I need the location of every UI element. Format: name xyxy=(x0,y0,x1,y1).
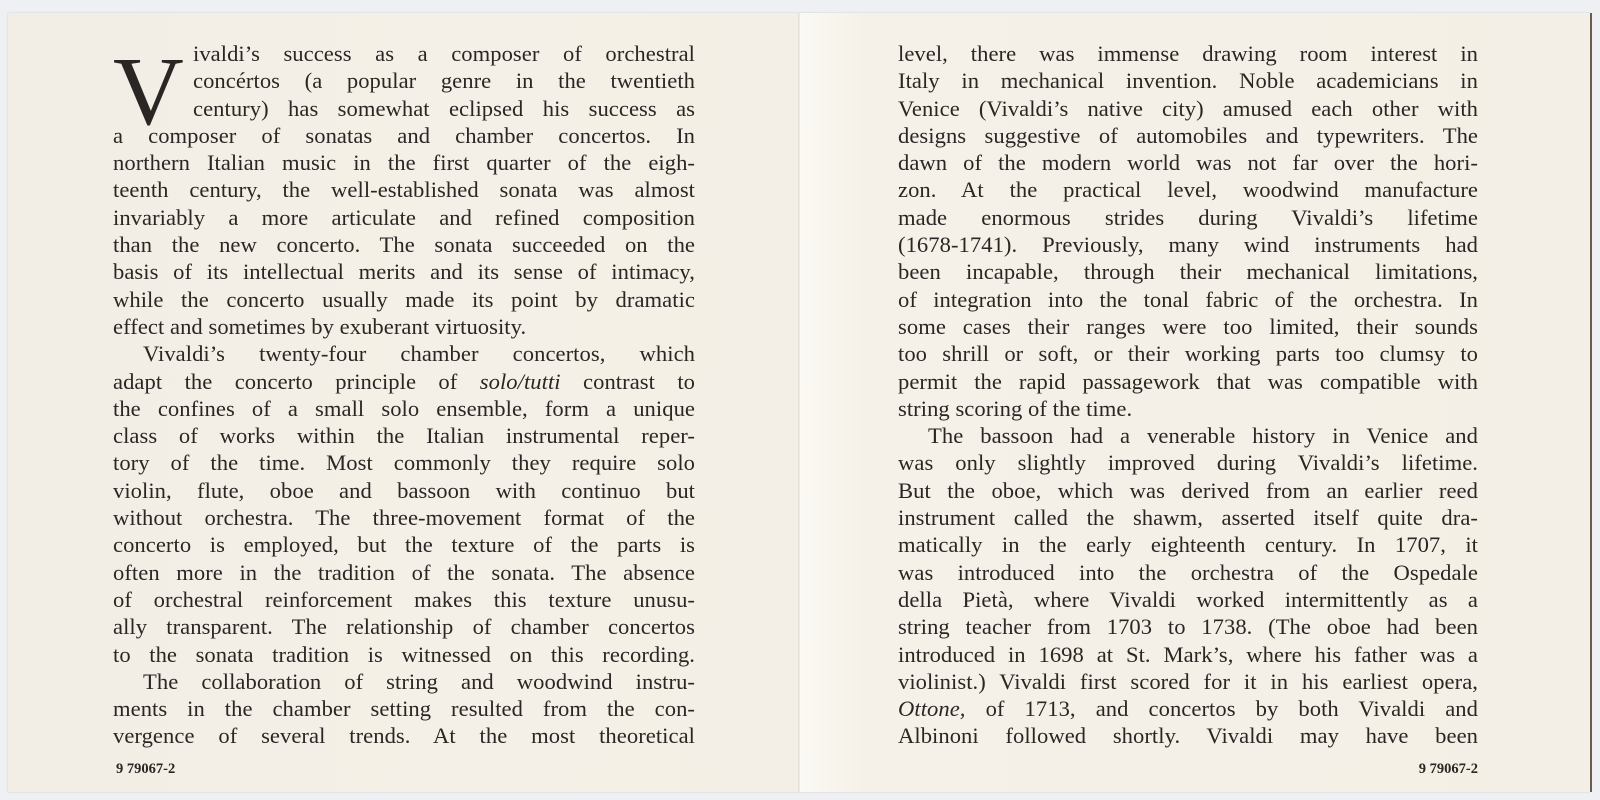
text-line: ments in the chamber setting resulted from the con- xyxy=(113,696,695,722)
text-line: Vivaldi’s twenty-four chamber concertos, which xyxy=(143,341,695,367)
text-line: string scoring of the time. xyxy=(898,395,1133,421)
text-line: Albinoni followed shortly. Vivaldi may have been xyxy=(898,723,1478,749)
text-line: of orchestral reinforcement makes this texture unusu- xyxy=(113,586,695,612)
booklet-spread xyxy=(8,13,1590,792)
text-line: zon. At the practical level, woodwind manufacture xyxy=(898,177,1478,203)
text-line: (1678-1741). Previously, many wind instruments had xyxy=(898,232,1478,258)
text-line: violinist.) Vivaldi first scored for it in his earliest opera, xyxy=(898,668,1478,694)
text-line: than the new concerto. The sonata succeeded on the xyxy=(113,232,695,258)
text-line: string teacher from 1703 to 1738. (The oboe had been xyxy=(898,614,1478,640)
text-line: some cases their ranges were too limited, their sounds xyxy=(898,313,1478,339)
text-line: without orchestra. The three-movement format of the xyxy=(113,505,695,531)
drop-cap: V xyxy=(113,38,184,146)
text-line: northern Italian music in the first quarter of the eigh- xyxy=(113,150,695,176)
text-line: of integration into the tonal fabric of the orchestra. In xyxy=(898,286,1478,312)
text-line: ally transparent. The relationship of chamber concertos xyxy=(113,614,695,640)
text-line: But the oboe, which was derived from an earlier reed xyxy=(898,477,1478,503)
right-page xyxy=(800,13,1592,792)
text-segment: adapt the concerto principle of xyxy=(113,368,458,394)
text-line: the confines of a small solo ensemble, form a unique xyxy=(113,395,695,421)
text-line: tory of the time. Most commonly they require solo xyxy=(113,450,695,476)
text-line: Italy in mechanical invention. Noble academicians in xyxy=(898,68,1478,94)
text-line: matically in the early eighteenth century. In 1707, it xyxy=(898,532,1478,558)
right-page-body xyxy=(898,40,1478,750)
catalog-number: 9 79067-2 xyxy=(116,761,176,777)
text-line: made enormous strides during Vivaldi’s lifetime xyxy=(898,204,1478,230)
text-segment: contrast to xyxy=(560,368,696,394)
text-line: been incapable, through their mechanical limitations, xyxy=(898,259,1478,285)
text-line: The collaboration of string and woodwind instru- xyxy=(143,668,695,694)
left-page xyxy=(8,13,800,792)
text-line: teenth century, the well-established sonata was almost xyxy=(113,177,695,203)
text-line: class of works within the Italian instrumental reper- xyxy=(113,423,695,449)
text-line: to the sonata tradition is witnessed on this recording. xyxy=(113,641,695,667)
text-line: level, there was immense drawing room interest in xyxy=(898,41,1478,66)
text-line: Venice (Vivaldi’s native city) amused each other with xyxy=(898,95,1478,121)
text-line: too shrill or soft, or their working parts too clumsy to xyxy=(898,341,1478,367)
catalog-number: 9 79067-2 xyxy=(1418,761,1478,777)
text-line: introduced in 1698 at St. Mark’s, where his father was a xyxy=(898,641,1478,667)
text-line: The bassoon had a venerable history in Venice and xyxy=(928,423,1478,449)
text-line: was introduced into the orchestra of the Ospedale xyxy=(898,559,1478,585)
text-line: effect and sometimes by exuberant virtuosity. xyxy=(113,313,527,339)
text-line: dawn of the modern world was not far over the hori- xyxy=(898,150,1478,176)
text-line: permit the rapid passagework that was compatible with xyxy=(898,368,1478,394)
text-line: violin, flute, oboe and bassoon with continuo but xyxy=(113,477,695,503)
text-line: della Pietà, where Vivaldi worked intermittently as a xyxy=(898,586,1478,612)
left-page-body xyxy=(113,40,695,750)
text-line: concerto is employed, but the texture of the parts is xyxy=(113,532,695,558)
text-line: ivaldi’s success as a composer of orchestral xyxy=(193,41,695,66)
text-line: basis of its intellectual merits and its sense of intimacy, xyxy=(113,259,695,285)
text-segment: of 1713, and concertos by both Vivaldi and xyxy=(965,696,1478,722)
text-line: invariably a more articulate and refined composition xyxy=(113,204,695,230)
italic-term: solo/tutti xyxy=(479,368,561,394)
text-line: often more in the tradition of the sonata. The absence xyxy=(113,559,695,585)
text-line: concértos (a popular genre in the twentieth xyxy=(193,68,695,94)
text-line: while the concerto usually made its point by dramatic xyxy=(113,286,695,312)
text-line: instrument called the shawm, asserted itself quite dra- xyxy=(898,505,1478,531)
text-line: century) has somewhat eclipsed his success as xyxy=(193,95,695,121)
text-line: vergence of several trends. At the most theoretical xyxy=(113,723,695,749)
text-line-with-italic xyxy=(113,368,695,395)
italic-title: Ottone, xyxy=(898,696,966,722)
text-line-with-italic xyxy=(898,695,1478,722)
text-line: designs suggestive of automobiles and typewriters. The xyxy=(898,122,1478,148)
text-line: a composer of sonatas and chamber concertos. In xyxy=(113,122,695,148)
text-line: was only slightly improved during Vivaldi’s lifetime. xyxy=(898,450,1478,476)
